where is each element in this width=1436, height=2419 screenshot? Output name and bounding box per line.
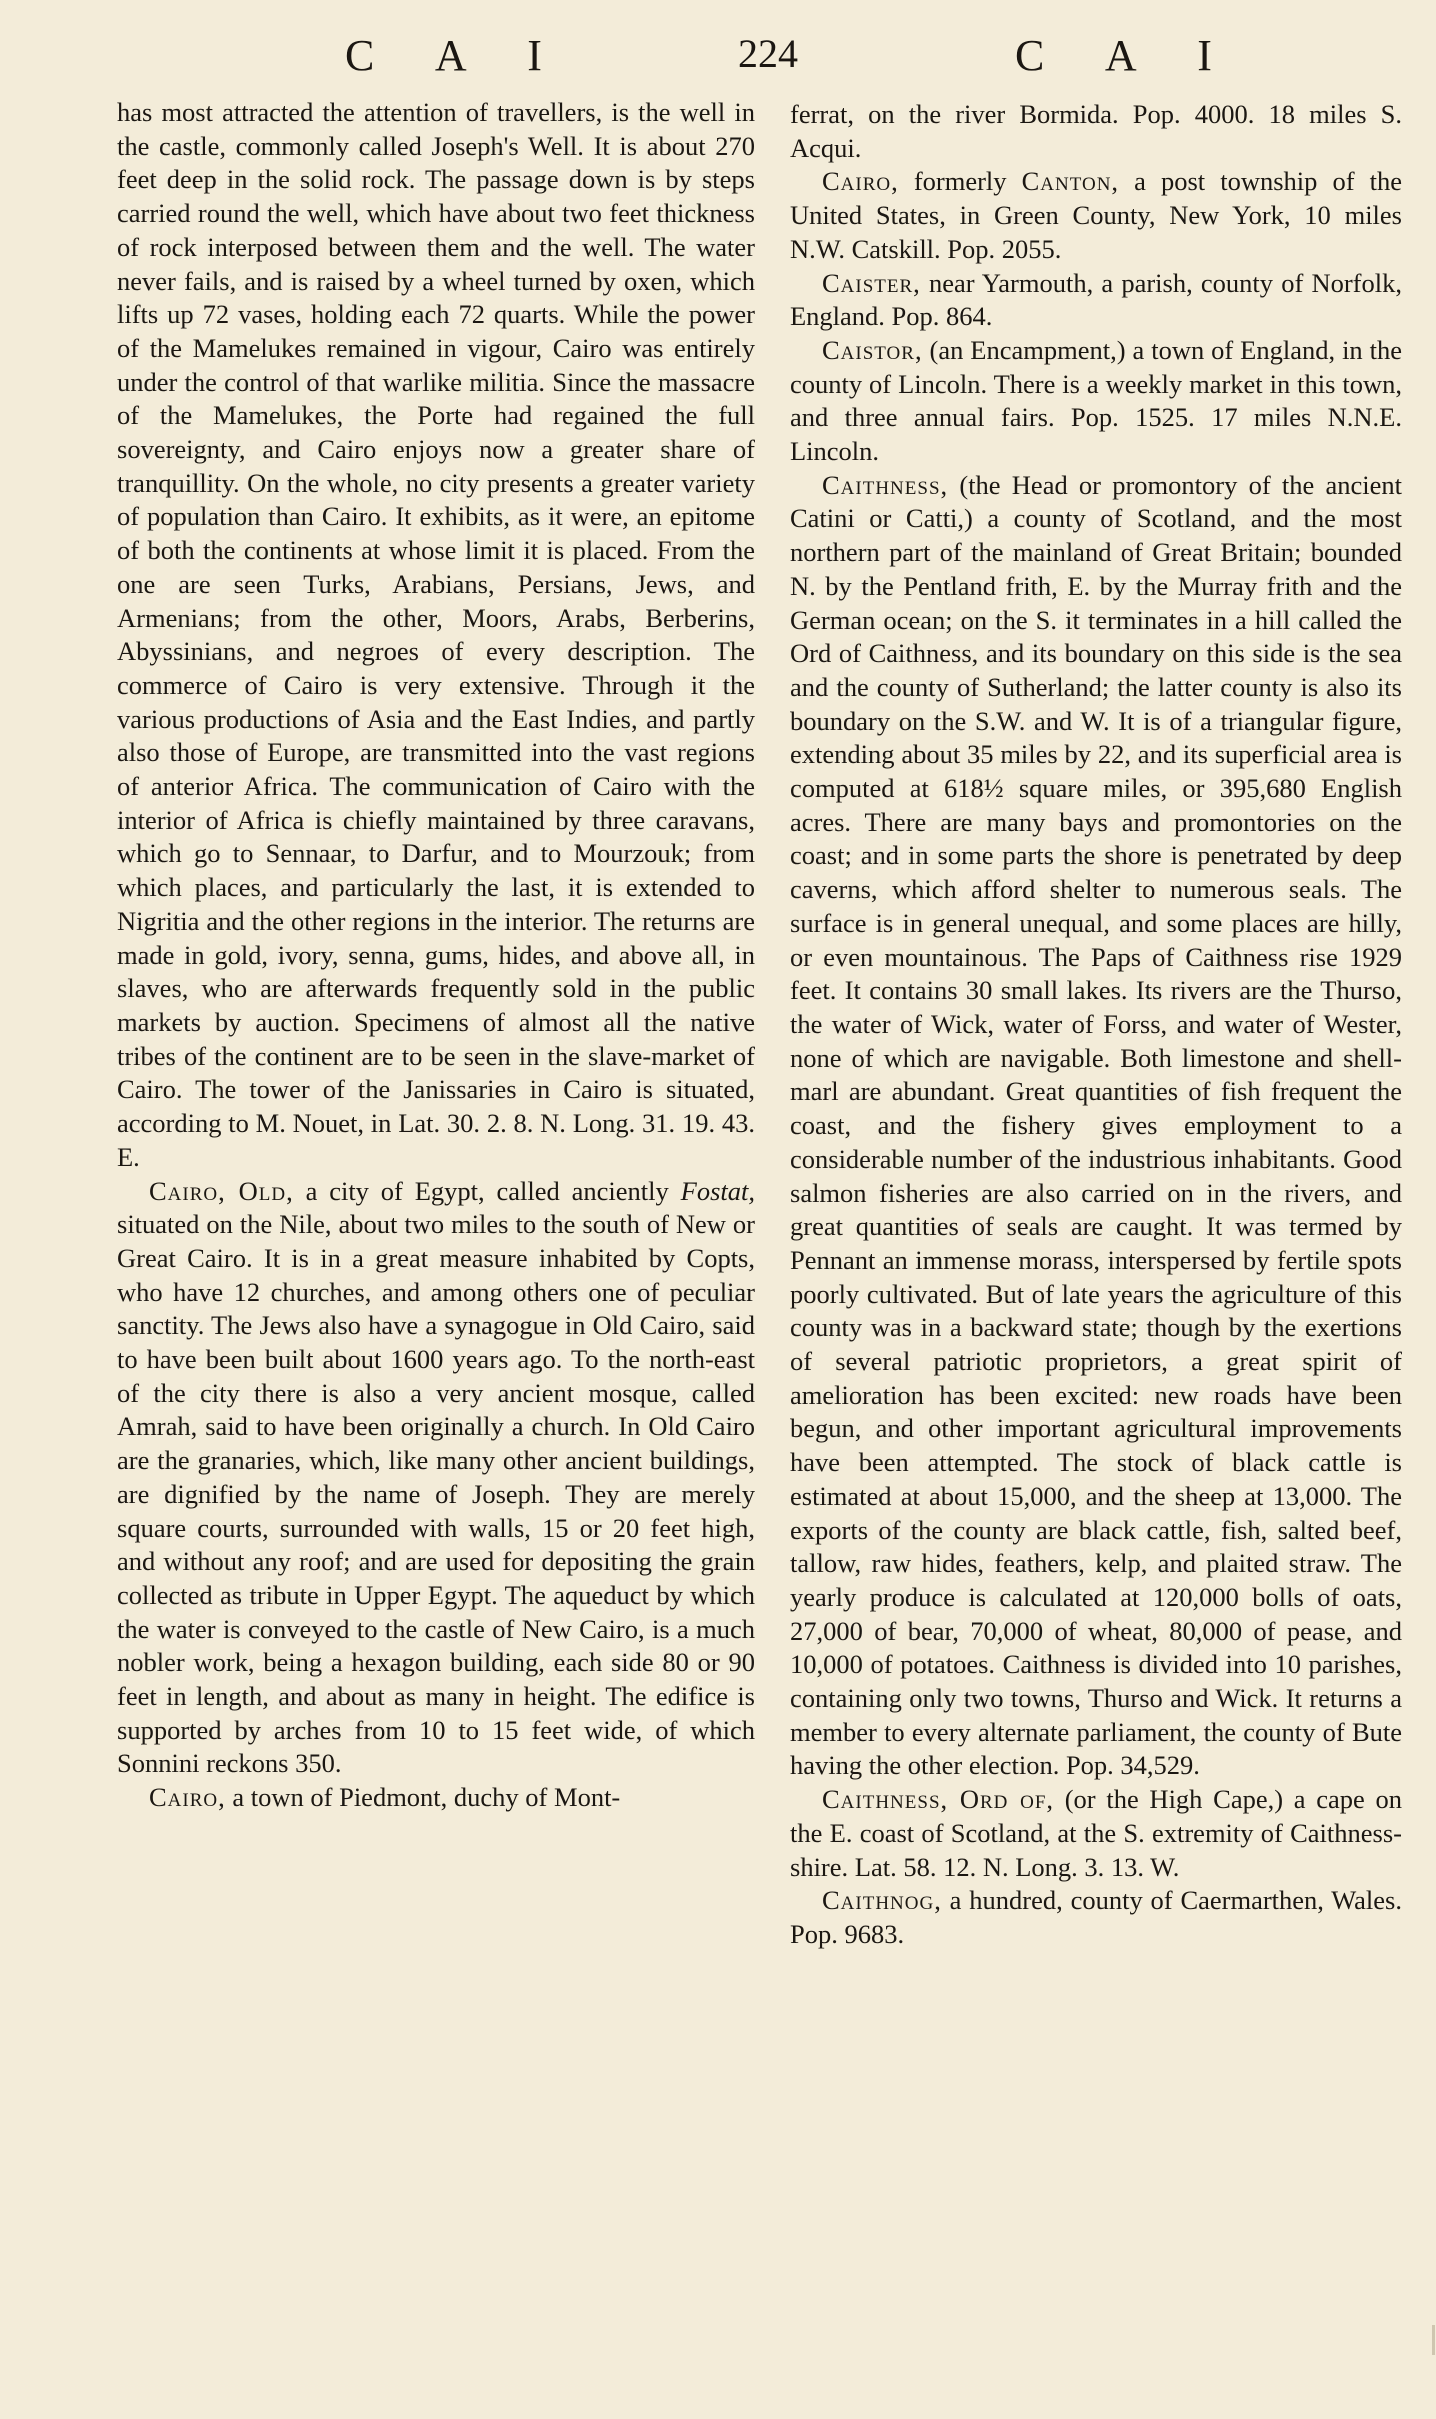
- left-column: [117, 96, 755, 1815]
- entry-caistor: [790, 334, 1402, 469]
- entry-headword: Caithness, Ord of,: [822, 1784, 1055, 1815]
- cairo-continued-paragraph: has most attracted the attention of travellers, is the well in the castle, commonly called Joseph's Well. It is about 270 feet deep in the solid rock. The passage down is by steps carried round the well, which have about two feet thickness of rock interposed between them and the well. The water never fails, and is raised by a wheel turned by oxen, which lifts up 72 vases, holding each 72 quarts. While the power of the Mamelukes remained in vigour, Cairo was entirely under the control of that warlike militia. Since the massacre of the Mamelukes, the Porte had regained the full sovereignty, and Cairo enjoys now a greater share of tranquillity. On the whole, no city presents a greater variety of population than Cairo. It exhibits, as it were, an epitome of both the continents at whose limit it is placed. From the one are seen Turks, Arabians, Persians, Jews, and Armenians; from the other, Moors, Arabs, Berberins, Abyssinians, and negroes of every description. The commerce of Cairo is very extensive. Through it the various productions of Asia and the East Indies, and partly also those of Europe, are transmitted into the vast regions of anterior Africa. The communication of Cairo with the interior of Africa is chiefly maintained by three caravans, which go to Sennaar, to Darfur, and to Mourzouk; from which places, and particularly the last, it is extended to Nigritia and the other regions in the interior. The returns are made in gold, ivory, senna, gums, hides, and above all, in slaves, who are afterwards frequently sold in the public markets by auction. Specimens of almost all the native tribes of the continent are to be seen in the slave-market of Cairo. The tower of the Janissaries in Cairo is situated, according to M. Nouet, in Lat. 30. 2. 8. N. Long. 31. 19. 43. E.: [117, 97, 755, 1172]
- entry-text: (an Encampment,) a town of England, in the county of Lincoln. There is a weekly market in this town, and three annual fairs. Pop. 1525. 17 miles N.N.E. Lincoln.: [790, 334, 1402, 467]
- entry-text: (or the High Cape,) a cape on the E. coast of Scotland, at the S. extremity of Caithness-shire. Lat. 58. 12. N. Long. 3. 13. W.: [790, 1784, 1402, 1882]
- entry-text: formerly: [898, 166, 1022, 197]
- entry-caithness: [790, 469, 1402, 1783]
- entry-caister: [790, 267, 1402, 334]
- entry-text: a town of Piedmont, duchy of Mont-: [225, 1782, 621, 1813]
- entry-caithness-ord: [790, 1783, 1402, 1884]
- page-edge-mark: [1432, 2325, 1435, 2355]
- running-head-left: C A I: [345, 31, 568, 80]
- entry-headword: Caistor,: [822, 334, 923, 365]
- entry-text: situated on the Nile, about two miles to the south of New or Great Cairo. It is in a great measure inhabited by Copts, who have 12 churches, and among others one of peculiar sanctity. The Jews also have a synagogue in Old Cairo, said to have been built about 1600 years ago. To the north-east of the city there is also a very ancient mosque, called Amrah, said to have been originally a church. In Old Cairo are the granaries, which, like many other ancient buildings, are dignified by the name of Joseph. They are merely square courts, surrounded with walls, 15 or 20 feet high, and without any roof; and are used for depositing the grain collected as tribute in Upper Egypt. The aqueduct by which the water is conveyed to the castle of New Cairo, is a much nobler work, being a hexagon building, each side 80 or 90 feet in length, and about as many in height. The edifice is supported by arches from 10 to 15 feet wide, of which Sonnini reckons 350.: [117, 1209, 755, 1779]
- right-column: [790, 98, 1402, 1952]
- entry-cairo-piedmont: [117, 1781, 755, 1815]
- entry-cairo-old: [117, 1175, 755, 1782]
- page-number: 224: [738, 31, 798, 76]
- entry-cairo-new-york: [790, 165, 1402, 266]
- entry-headword: Caithness,: [822, 469, 949, 500]
- entry-headword: Caithnog,: [822, 1885, 942, 1916]
- entry-text: near Yarmouth, a parish, county of Norfolk, England. Pop. 864.: [790, 267, 1402, 332]
- entry-headword: Cairo,: [149, 1782, 226, 1813]
- running-head: [0, 30, 1436, 90]
- entry-text: a city of Egypt, called anciently: [293, 1175, 681, 1206]
- entry-headword: Cairo,: [822, 166, 899, 197]
- entry-text: (the Head or promontory of the ancient Catini or Catti,) a county of Scotland, and the most northern part of the mainland of Great Britain; bounded N. by the Pentland frith, E. by the Murray frith and the German ocean; on the S. it terminates in a hill called the Ord of Caithness, and its boundary on this side is the sea and the county of Sutherland; the latter county is also its boundary on the S.W. and W. It is of a triangular figure, extending about 35 miles by 22, and its superficial area is computed at 618½ square miles, or 395,680 English acres. There are many bays and promontories on the coast; and in some parts the shore is penetrated by deep caverns, which afford shelter to numerous seals. The surface is in general unequal, and some places are hilly, or even mountainous. The Paps of Caithness rise 1929 feet. It contains 30 small lakes. Its rivers are the Thurso, the water of Wick, water of Forss, and water of Wester, none of which are navigable. Both limestone and shell-marl are abundant. Great quantities of fish frequent the coast, and the fishery gives employment to a considerable number of the industrious inhabitants. Good salmon fisheries are also carried on in the rivers, and great quantities of seals are caught. It was termed by Pennant an immense morass, interspersed by fertile spots poorly cultivated. But of late years the agriculture of this county was in a backward state; though by the exertions of several patriotic proprietors, a great spirit of amelioration has been excited: new roads have been begun, and other important agricultural improvements have been attempted. The stock of black cattle is estimated at about 15,000, and the sheep at 13,000. The exports of the county are black cattle, fish, salted beef, tallow, raw hides, feathers, kelp, and plaited straw. The yearly produce is calculated at 120,000 bolls of oats, 27,000 of bear, 70,000 of wheat, 80,000 of pease, and 10,000 of potatoes. Caithness is divided into 10 parishes, containing only two towns, Thurso and Wick. It returns a member to every alternate parliament, the county of Bute having the other election. Pop. 34,529.: [790, 469, 1402, 1781]
- entry-italic: Fostat,: [680, 1175, 755, 1206]
- entry-headword: Cairo, Old,: [149, 1175, 294, 1206]
- entry-cross-reference: Canton,: [1021, 166, 1120, 197]
- running-head-right: C A I: [1015, 31, 1238, 80]
- entry-headword: Caister,: [822, 267, 921, 298]
- cairo-piedmont-continued: ferrat, on the river Bormida. Pop. 4000. 18 miles S. Acqui.: [790, 99, 1402, 163]
- entry-text: a hundred, county of Caermarthen, Wales. Pop. 9683.: [790, 1885, 1402, 1949]
- entry-caithnog: [790, 1884, 1402, 1951]
- entry-text: a post township of the United States, in Green County, New York, 10 miles N.W. Catskill. Pop. 2055.: [790, 166, 1402, 264]
